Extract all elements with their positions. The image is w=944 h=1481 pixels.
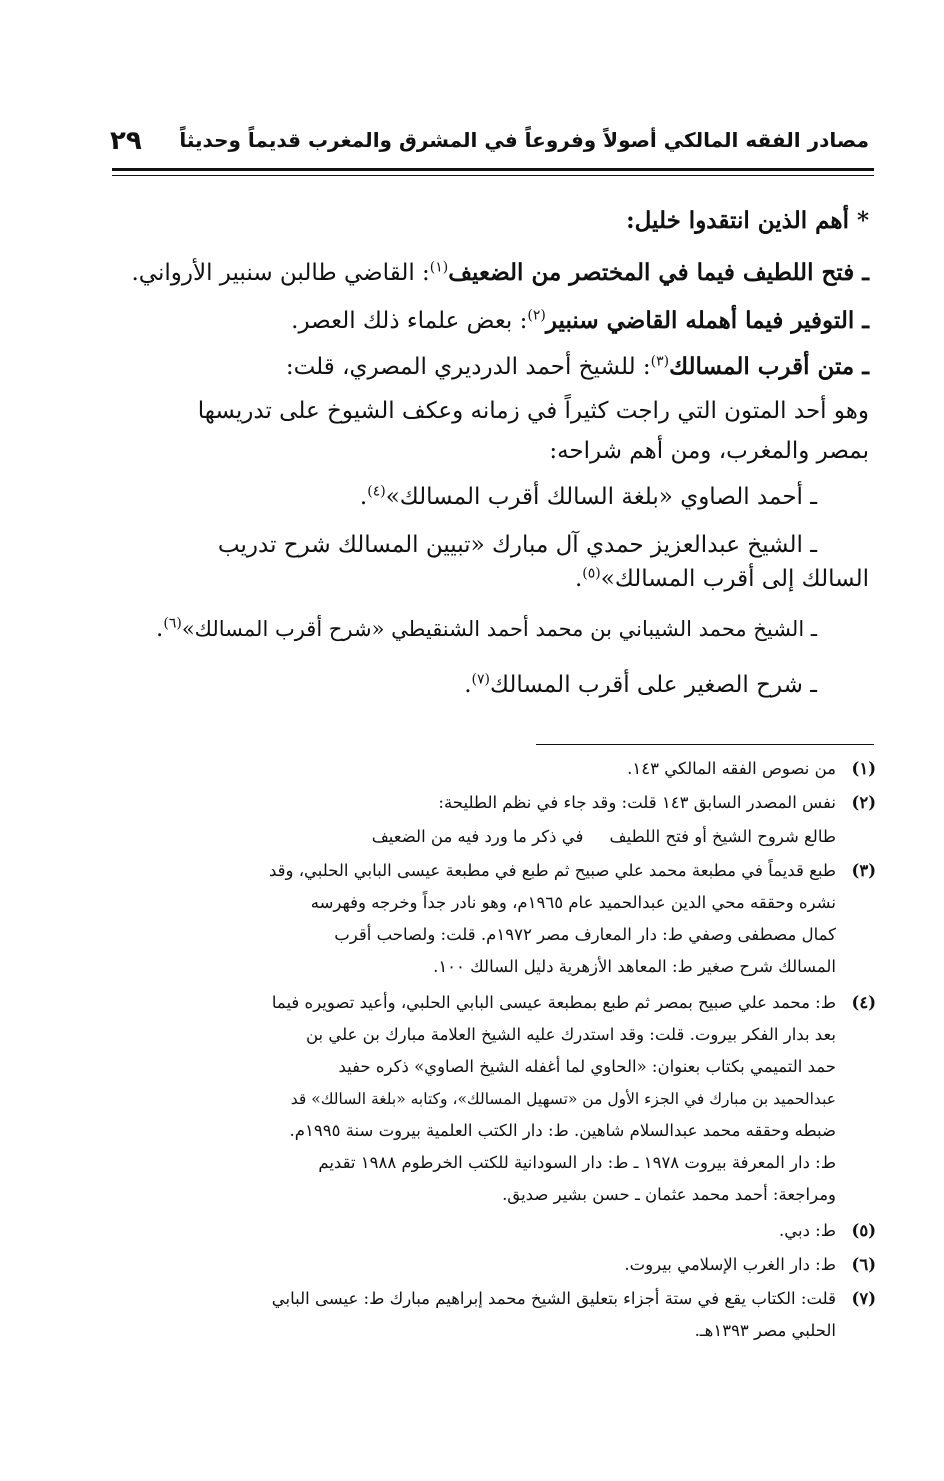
footnote-text: نفس المصدر السابق ١٤٣ قلت: وقد جاء في نظم الطليحة: — [438, 793, 836, 812]
footnote-ref[interactable]: (٤) — [367, 483, 386, 500]
paragraph-line: بمصر والمغرب، ومن أهم شراحه: — [549, 438, 869, 464]
footnote-text: نشره وحققه محي الدين عبدالحميد عام ١٩٦٥م، وهو نادر جداً وخرجه وفهرسه — [310, 893, 836, 912]
footnote-ref[interactable]: (٢) — [527, 307, 546, 324]
footnote-text: الحلبي مصر ١٣٩٣هـ. — [694, 1321, 836, 1340]
footnote-text: ط: محمد علي صبيح بمصر ثم طبع بمطبعة عيسى البابي الحلبي، وأعيد تصويره فيما — [271, 993, 836, 1012]
footnote-number: (٤) — [851, 993, 876, 1012]
sub-item-continued — [111, 562, 869, 596]
footnote-text: قلت: الكتاب يقع في ستة أجزاء بتعليق الشيخ محمد إبراهيم مبارك ط: عيسى البابي — [271, 1289, 836, 1308]
footnote-text: عبدالحميد بن مبارك في الجزء الأول من «تسهيل المسالك»، وكتابه «بلغة السالك» قد — [290, 1090, 836, 1108]
footnote-ref[interactable]: (٧) — [471, 671, 490, 688]
footnote-text: ط: دار المعرفة بيروت ١٩٧٨ ـ ط: دار السودانية للكتب الخرطوم ١٩٨٨ تقديم — [318, 1153, 836, 1172]
header-rule-thin — [112, 175, 874, 176]
footnote-number: (٧) — [851, 1289, 876, 1308]
footnote-text: بعد بدار الفكر بيروت. قلت: وقد استدرك عليه الشيخ العلامة مبارك بن علي بن — [305, 1025, 836, 1044]
footnote-ref[interactable]: (٥) — [582, 565, 601, 582]
footnote-text: طبع قديماً في مطبعة محمد علي صبيح ثم طبع في مطبعة عيسى البابي الحلبي، وقد — [268, 861, 836, 880]
list-item — [111, 350, 869, 384]
sub-item-text: ـ أحمد الصاوي «بلغة السالك أقرب المسالك» — [385, 484, 817, 510]
period: . — [574, 566, 583, 592]
footnote-text: حمد التميمي بكتاب بعنوان: «الحاوي لما أغفله الشيخ الصاوي» ذكره حفيد — [338, 1057, 836, 1076]
footnote-number: (١) — [851, 759, 876, 778]
footnote-text: ومراجعة: أحمد محمد عثمان ـ حسن بشير صديق. — [502, 1185, 836, 1204]
sub-item-text: ـ شرح الصغير على أقرب المسالك — [489, 672, 817, 698]
header-rule-thick — [112, 168, 874, 171]
footnote-verse: طالع شروح الشيخ أو فتح اللطيف في ذكر ما ورد فيه من الضعيف — [371, 827, 836, 846]
footnote-text: كمال مصطفى وصفي ط: دار المعارف مصر ١٩٧٢م. قلت: ولصاحب أقرب — [334, 925, 836, 944]
footnote-ref[interactable]: (١) — [429, 259, 449, 276]
period: . — [359, 484, 368, 510]
footnote-number: (٢) — [851, 793, 876, 812]
sub-item — [59, 612, 817, 646]
item-text: : بعض علماء ذلك العصر. — [291, 308, 528, 334]
book-title: مصادر الفقه المالكي أصولاً وفروعاً في المشرق والمغرب قديماً وحديثاً — [179, 128, 869, 152]
sub-item-text: ـ الشيخ محمد الشيباني بن محمد أحمد الشنقيطي «شرح أقرب المسالك» — [181, 617, 817, 641]
footnote-number: (٦) — [851, 1255, 876, 1274]
section-heading: * أهم الذين انتقدوا خليل: — [626, 207, 869, 234]
period: . — [464, 672, 472, 698]
list-item — [111, 304, 869, 338]
footnote-ref[interactable]: (٦) — [163, 615, 182, 632]
item-text: : للشيخ أحمد الدرديري المصري، قلت: — [285, 354, 651, 380]
footnote-text: المسالك شرح صغير ط: المعاهد الأزهرية دليل السالك ١٠٠. — [433, 957, 836, 976]
page-number: ٢٩ — [110, 126, 142, 156]
footnote-text: ط: دبي. — [778, 1221, 836, 1240]
list-item — [111, 256, 869, 290]
footnote-text: ط: دار الغرب الإسلامي بيروت. — [624, 1255, 836, 1274]
item-title: ـ التوفير فيما أهمله القاضي سنبير — [545, 307, 869, 334]
sub-item: ـ الشيخ عبدالعزيز حمدي آل مبارك «تبيين المسالك شرح تدريب — [217, 532, 817, 558]
footnote-ref[interactable]: (٣) — [650, 353, 670, 370]
paragraph-line: وهو أحد المتون التي راجت كثيراً في زمانه وعكف الشيوخ على تدريسها — [197, 398, 869, 424]
footnote-number: (٣) — [851, 861, 876, 880]
footnote-text: ضبطه وحققه محمد عبدالسلام شاهين. ط: دار الكتب العلمية بيروت سنة ١٩٩٥م. — [289, 1121, 836, 1140]
period: . — [156, 616, 164, 642]
item-title: ـ فتح اللطيف فيما في المختصر من الضعيف — [448, 259, 869, 286]
footnote-number: (٥) — [851, 1221, 876, 1240]
footnote-text: من نصوص الفقه المالكي ١٤٣. — [627, 759, 836, 778]
item-title: ـ متن أقرب المسالك — [669, 353, 869, 380]
sub-item — [59, 668, 817, 702]
sub-item — [59, 480, 817, 514]
sub-item-text: السالك إلى أقرب المسالك» — [600, 566, 869, 592]
item-text: : القاضي طالبن سنبير الأرواني. — [131, 260, 430, 286]
footnote-separator — [536, 744, 874, 745]
